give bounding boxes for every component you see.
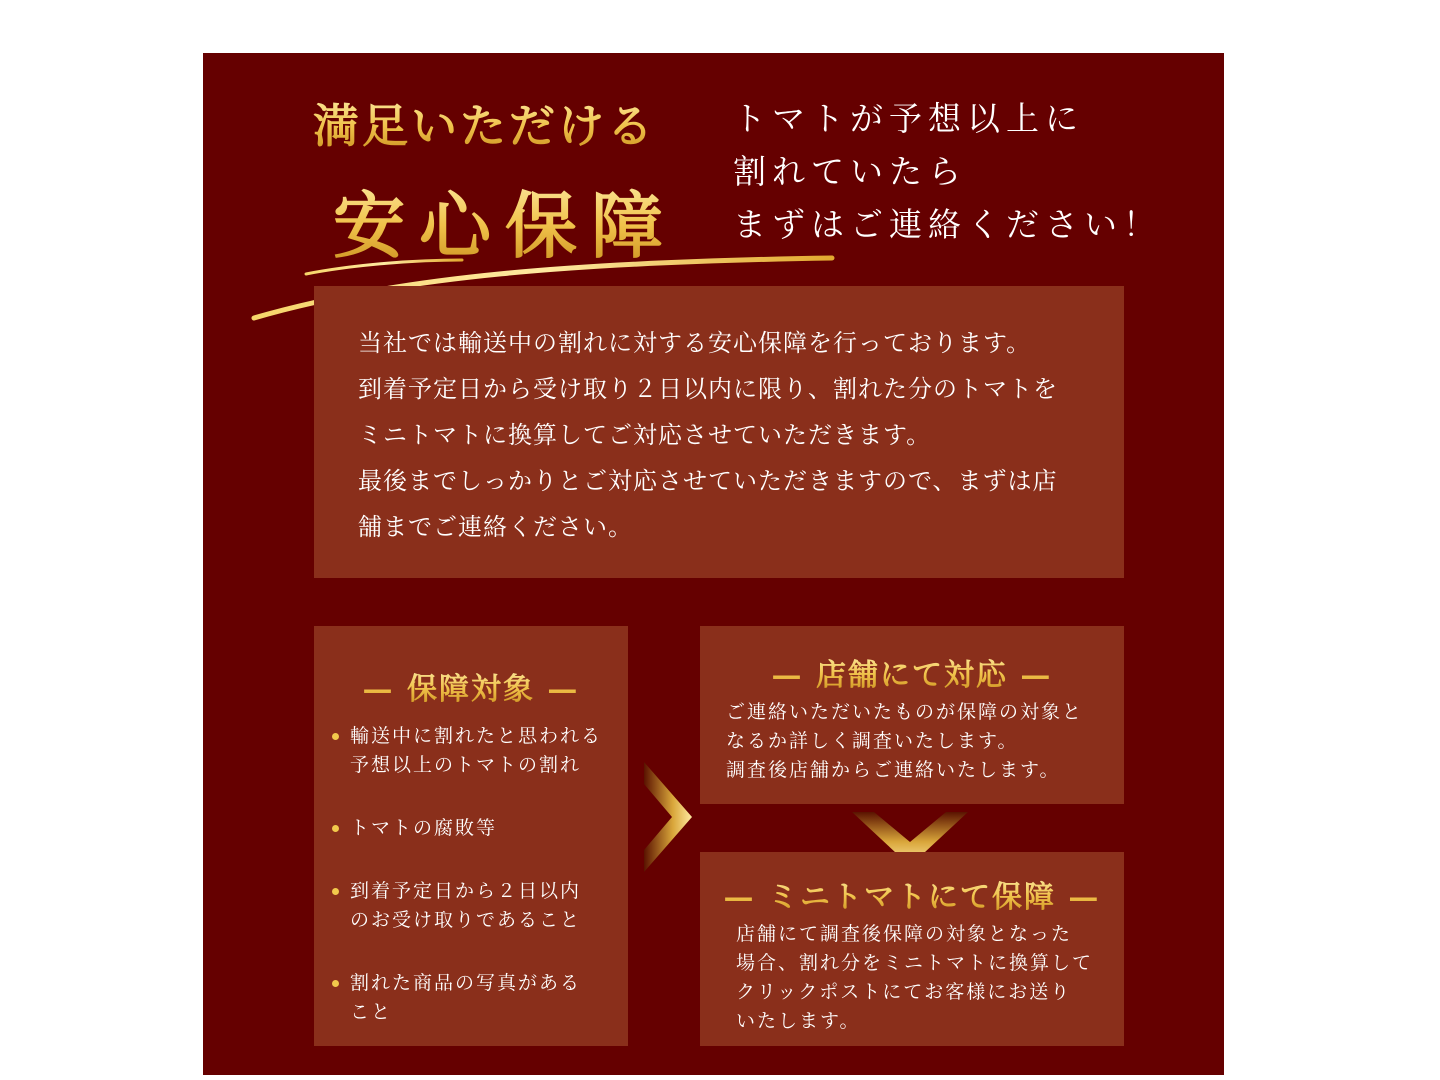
intro-line: 到着予定日から受け取り２日以内に限り、割れた分のトマトを: [358, 375, 1058, 403]
coverage-title: — 保障対象 —: [314, 664, 628, 708]
coverage-list: [330, 722, 602, 1061]
coverage-panel: [314, 626, 628, 1046]
headline-side-line: 割れていたら: [733, 152, 967, 191]
list-item: [330, 877, 602, 935]
bullet-icon: [332, 980, 339, 987]
list-item-text: トマトの腐敗等: [350, 817, 498, 839]
intro-text: [358, 320, 1058, 550]
headline-side-text: [733, 92, 1162, 251]
list-item-text: 割れた商品の写真がある こと: [350, 972, 582, 1023]
bullet-icon: [332, 733, 339, 740]
intro-line: 舗までご連絡ください。: [358, 513, 633, 541]
headline-line2: 安心保障: [333, 168, 677, 272]
mini-tomato-panel: [700, 852, 1124, 1046]
list-item: [330, 969, 602, 1027]
list-item: [330, 814, 602, 843]
headline-side-line: トマトが予想以上に: [733, 99, 1084, 138]
headline-side-line: まずはご連絡ください！: [733, 205, 1162, 244]
headline-line1: 満足いただける: [313, 90, 656, 156]
list-item: [330, 722, 602, 780]
store-panel: [700, 626, 1124, 804]
gold-arrow-right-icon: [644, 762, 694, 872]
intro-panel: [314, 286, 1124, 578]
mini-tomato-body: 店舗にて調査後保障の対象となった 場合、割れ分をミニトマトに換算して クリックポストにてお客様にお送り いたします。: [736, 923, 1094, 1032]
intro-line: 最後までしっかりとご対応させていただきますので、まずは店: [358, 467, 1058, 495]
list-item-text: 輸送中に割れたと思われる 予想以上のトマトの割れ: [350, 725, 603, 776]
store-title: — 店舗にて対応 —: [700, 650, 1124, 694]
mini-tomato-title: — ミニトマトにて保障 —: [700, 872, 1124, 916]
store-body: ご連絡いただいたものが保障の対象と なるか詳しく調査いたします。 調査後店舗からご連絡いたします。: [726, 701, 1084, 781]
bullet-icon: [332, 888, 339, 895]
bullet-icon: [332, 825, 339, 832]
intro-line: ミニトマトに換算してご対応させていただきます。: [358, 421, 932, 449]
intro-line: 当社では輸送中の割れに対する安心保障を行っております。: [358, 329, 1032, 357]
list-item-text: 到着予定日から２日以内 のお受け取りであること: [350, 880, 582, 931]
